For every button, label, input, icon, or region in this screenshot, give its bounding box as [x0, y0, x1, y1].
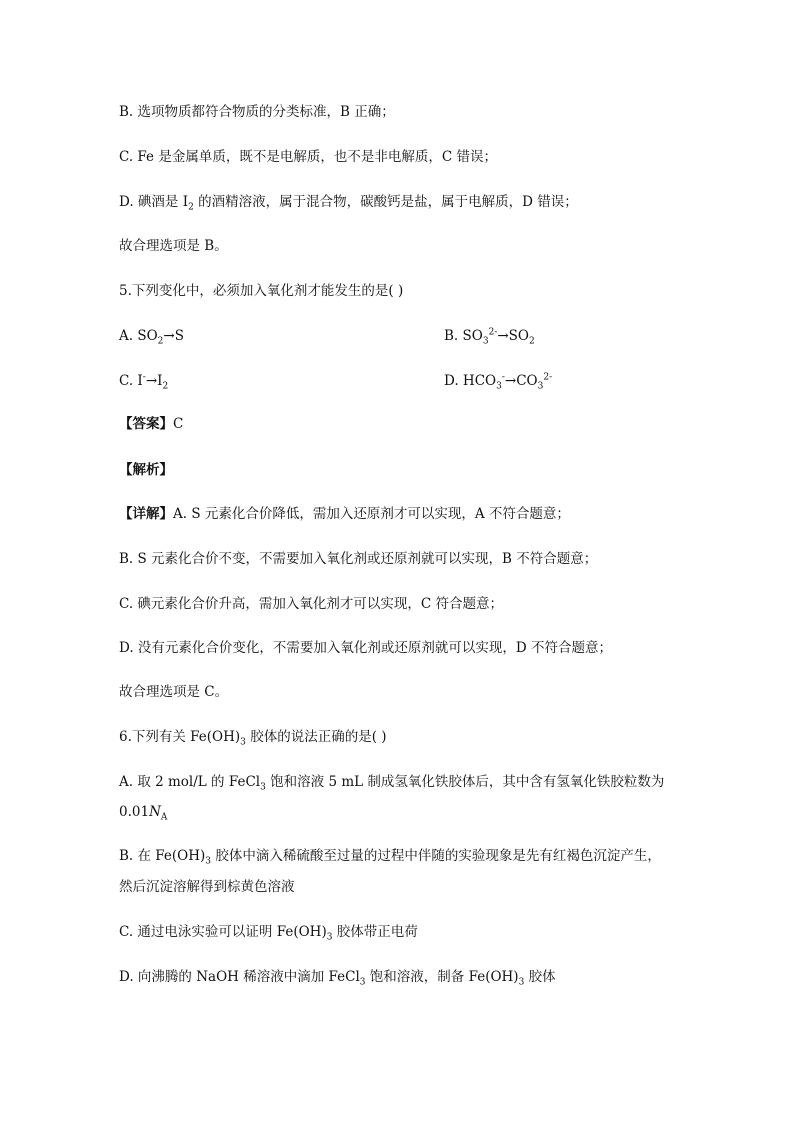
- answer-line: [119, 414, 183, 434]
- analysis-line-d: D. 没有元素化合价变化，不需要加入氧化剂或还原剂就可以实现，D 不符合题意；: [119, 640, 613, 656]
- q5-option-a: [119, 326, 184, 346]
- line-d-iodine: [119, 192, 578, 212]
- text: 饱和溶液，制备 Fe(OH): [365, 969, 519, 985]
- q5-option-b: [444, 326, 535, 346]
- question-5: 5.下列变化中，必须加入氧化剂才能发生的是( ): [119, 283, 404, 299]
- q5-option-d: [444, 371, 552, 391]
- subscript: 3: [537, 381, 544, 392]
- text: 的酒精溶液，属于混合物，碳酸钙是盐，属于电解质，D 错误；: [193, 194, 578, 210]
- text: 胶体中滴入稀硫酸至过量的过程中伴随的实验现象是先有红褐色沉淀产生，: [211, 848, 661, 864]
- analysis-line-c: C. 碘元素化合价升高，需加入氧化剂才可以实现，C 符合题意；: [119, 596, 504, 612]
- superscript: 2-: [543, 372, 553, 383]
- text: →S: [163, 328, 184, 344]
- line-b-correct: B. 选项物质都符合物质的分类标准，B 正确；: [119, 104, 395, 120]
- subscript: A: [160, 812, 168, 823]
- subscript: 3: [326, 932, 333, 943]
- text: C. 通过电泳实验可以证明 Fe(OH): [119, 924, 327, 940]
- text: 胶体: [524, 969, 556, 985]
- line-c-fe: C. Fe 是金属单质，既不是电解质，也不是非电解质，C 错误；: [119, 149, 497, 165]
- answer-label: 【答案】: [119, 416, 173, 432]
- line-conclusion-c: 故合理选项是 C。: [119, 684, 229, 700]
- text: C. I: [119, 373, 143, 389]
- text: 6.下列有关 Fe(OH): [119, 729, 241, 745]
- text: →CO: [504, 373, 538, 389]
- text: →I: [145, 373, 163, 389]
- answer-value: C: [173, 416, 184, 432]
- text: 饱和溶液 5 mL 制成氢氧化铁胶体后，其中含有氢氧化铁胶粒数为: [265, 774, 665, 790]
- text: B. 在 Fe(OH): [119, 848, 206, 864]
- subscript: 3: [482, 336, 489, 347]
- text: D. 向沸腾的 NaOH 稀溶液中滴加 FeCl: [119, 969, 360, 985]
- q6-option-a-line2: [119, 802, 167, 822]
- q6-option-d: [119, 967, 556, 987]
- italic-n: N: [149, 804, 161, 820]
- q6-option-c: [119, 922, 418, 942]
- subscript: 2: [162, 381, 169, 392]
- text: 0.01: [119, 804, 150, 820]
- text: A. SO: [119, 328, 158, 344]
- q6-option-a-line1: [119, 772, 664, 792]
- text: A. 取 2 mol/L 的 FeCl: [119, 774, 261, 790]
- detail-label: 【详解】: [119, 506, 173, 522]
- analysis-label: 【解析】: [119, 462, 173, 478]
- q6-option-b-line2: 然后沉淀溶解得到棕黄色溶液: [119, 879, 295, 895]
- subscript: 2: [188, 202, 194, 213]
- subscript: 3: [260, 782, 266, 793]
- text: 胶体带正电荷: [332, 924, 418, 940]
- text: →SO: [497, 328, 529, 344]
- subscript: 3: [359, 977, 366, 988]
- q6-option-b-line1: [119, 846, 661, 866]
- text: D. 碘酒是 I: [119, 194, 189, 210]
- q5-option-c: [119, 371, 168, 391]
- subscript: 3: [496, 381, 502, 392]
- superscript: -: [501, 372, 505, 383]
- text: 胶体的说法正确的是( ): [245, 729, 387, 745]
- detail-text: A. S 元素化合价降低，需加入还原剂才可以实现，A 不符合题意；: [173, 506, 570, 522]
- superscript: 2-: [488, 327, 498, 338]
- text: B. SO: [444, 328, 483, 344]
- line-conclusion-b: 故合理选项是 B。: [119, 238, 228, 254]
- subscript: 3: [205, 856, 212, 867]
- subscript: 2: [528, 336, 535, 347]
- text: D. HCO: [444, 373, 497, 389]
- subscript: 3: [240, 737, 246, 748]
- detail-line: [119, 504, 570, 524]
- superscript: -: [142, 372, 146, 383]
- question-6: [119, 727, 387, 747]
- analysis-line-b: B. S 元素化合价不变，不需要加入氧化剂或还原剂就可以实现，B 不符合题意；: [119, 551, 598, 567]
- subscript: 2: [157, 336, 164, 347]
- subscript: 3: [518, 977, 525, 988]
